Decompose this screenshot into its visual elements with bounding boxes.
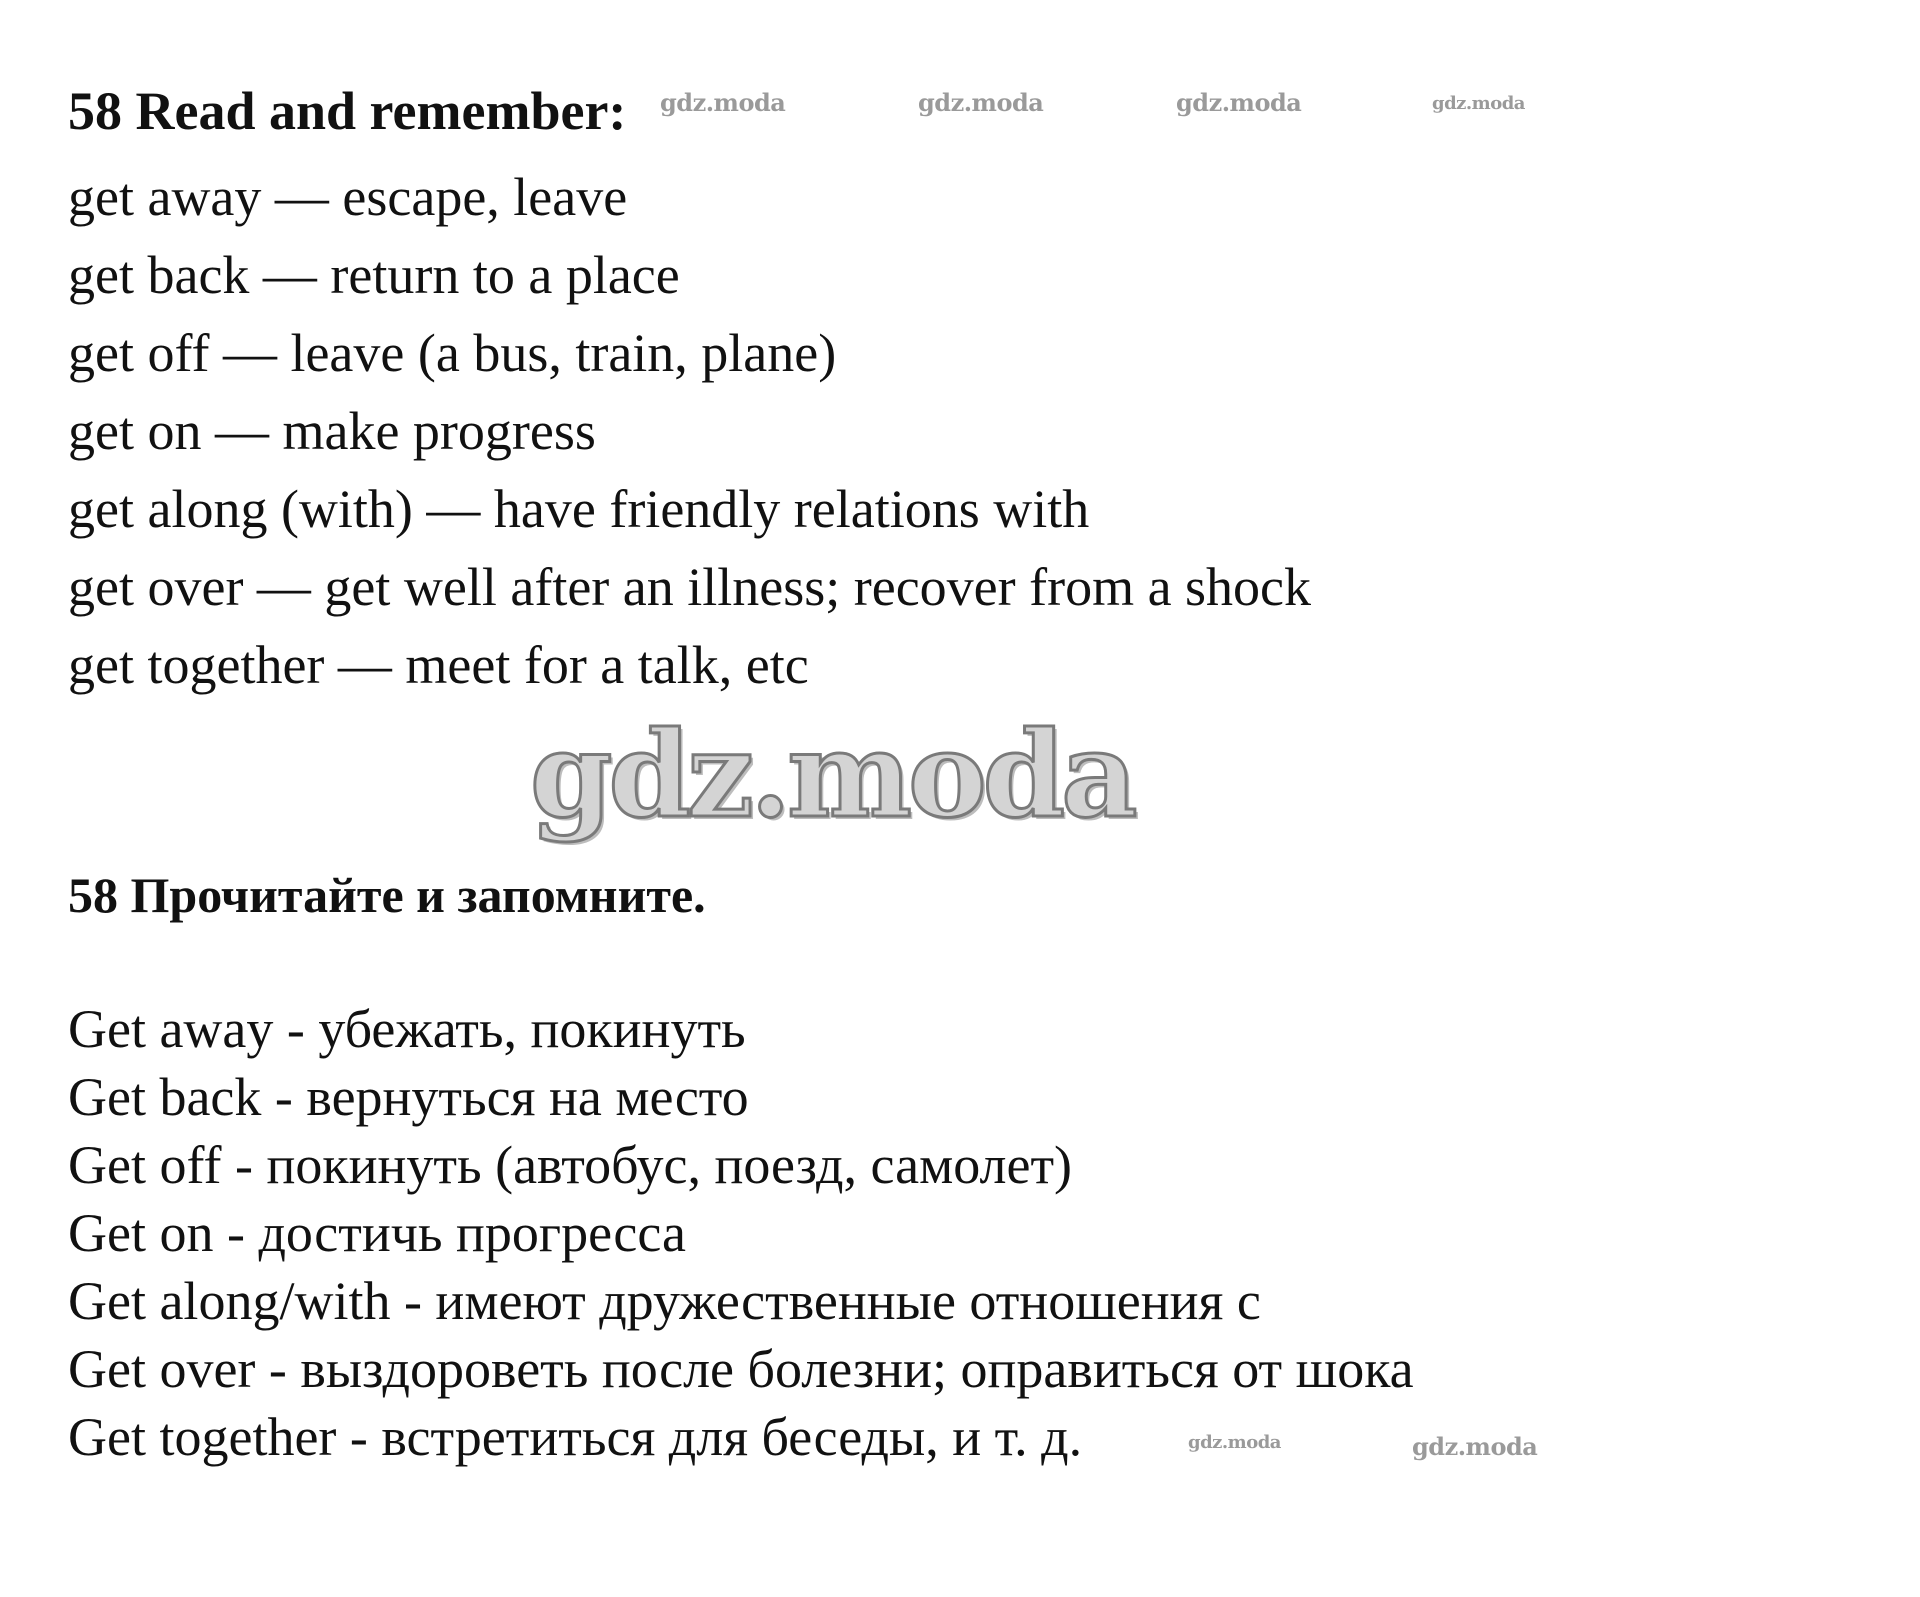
watermark-small: gdz.moda (1188, 1432, 1281, 1453)
russian-translation-list (68, 995, 1414, 1471)
watermark-small: gdz.moda (660, 88, 786, 117)
list-item: get back — return to a place (68, 245, 680, 305)
list-item: Get over - выздороветь после болезни; оправиться от шока (68, 1339, 1414, 1399)
list-item: get away — escape, leave (68, 167, 628, 227)
list-item: get on — make progress (68, 401, 596, 461)
list-item: get over — get well after an illness; recover from a shock (68, 557, 1312, 617)
watermark-small: gdz.moda (918, 88, 1044, 117)
list-item: Get off - покинуть (автобус, поезд, самолет) (68, 1135, 1073, 1195)
list-item: get off — leave (a bus, train, plane) (68, 323, 837, 383)
list-item: Get along/with - имеют дружественные отношения с (68, 1271, 1261, 1331)
watermark-small: gdz.moda (1432, 93, 1525, 114)
list-item: Get on - достичь прогресса (68, 1203, 686, 1263)
english-heading: 58 Read and remember: (68, 81, 627, 141)
list-item: Get back - вернуться на место (68, 1067, 749, 1127)
list-item: get together — meet for a talk, etc (68, 635, 809, 695)
list-item: Get together - встретиться для беседы, и т. д. (68, 1407, 1083, 1467)
list-item: Get away - убежать, покинуть (68, 999, 746, 1059)
english-phrasal-verb-list (68, 158, 1311, 704)
watermark-small: gdz.moda (1176, 88, 1302, 117)
watermark-large: gdz.moda (530, 705, 1134, 844)
list-item: get along (with) — have friendly relations with (68, 479, 1090, 539)
watermark-small: gdz.moda (1412, 1432, 1538, 1461)
russian-heading: 58 Прочитайте и запомните. (68, 867, 706, 923)
